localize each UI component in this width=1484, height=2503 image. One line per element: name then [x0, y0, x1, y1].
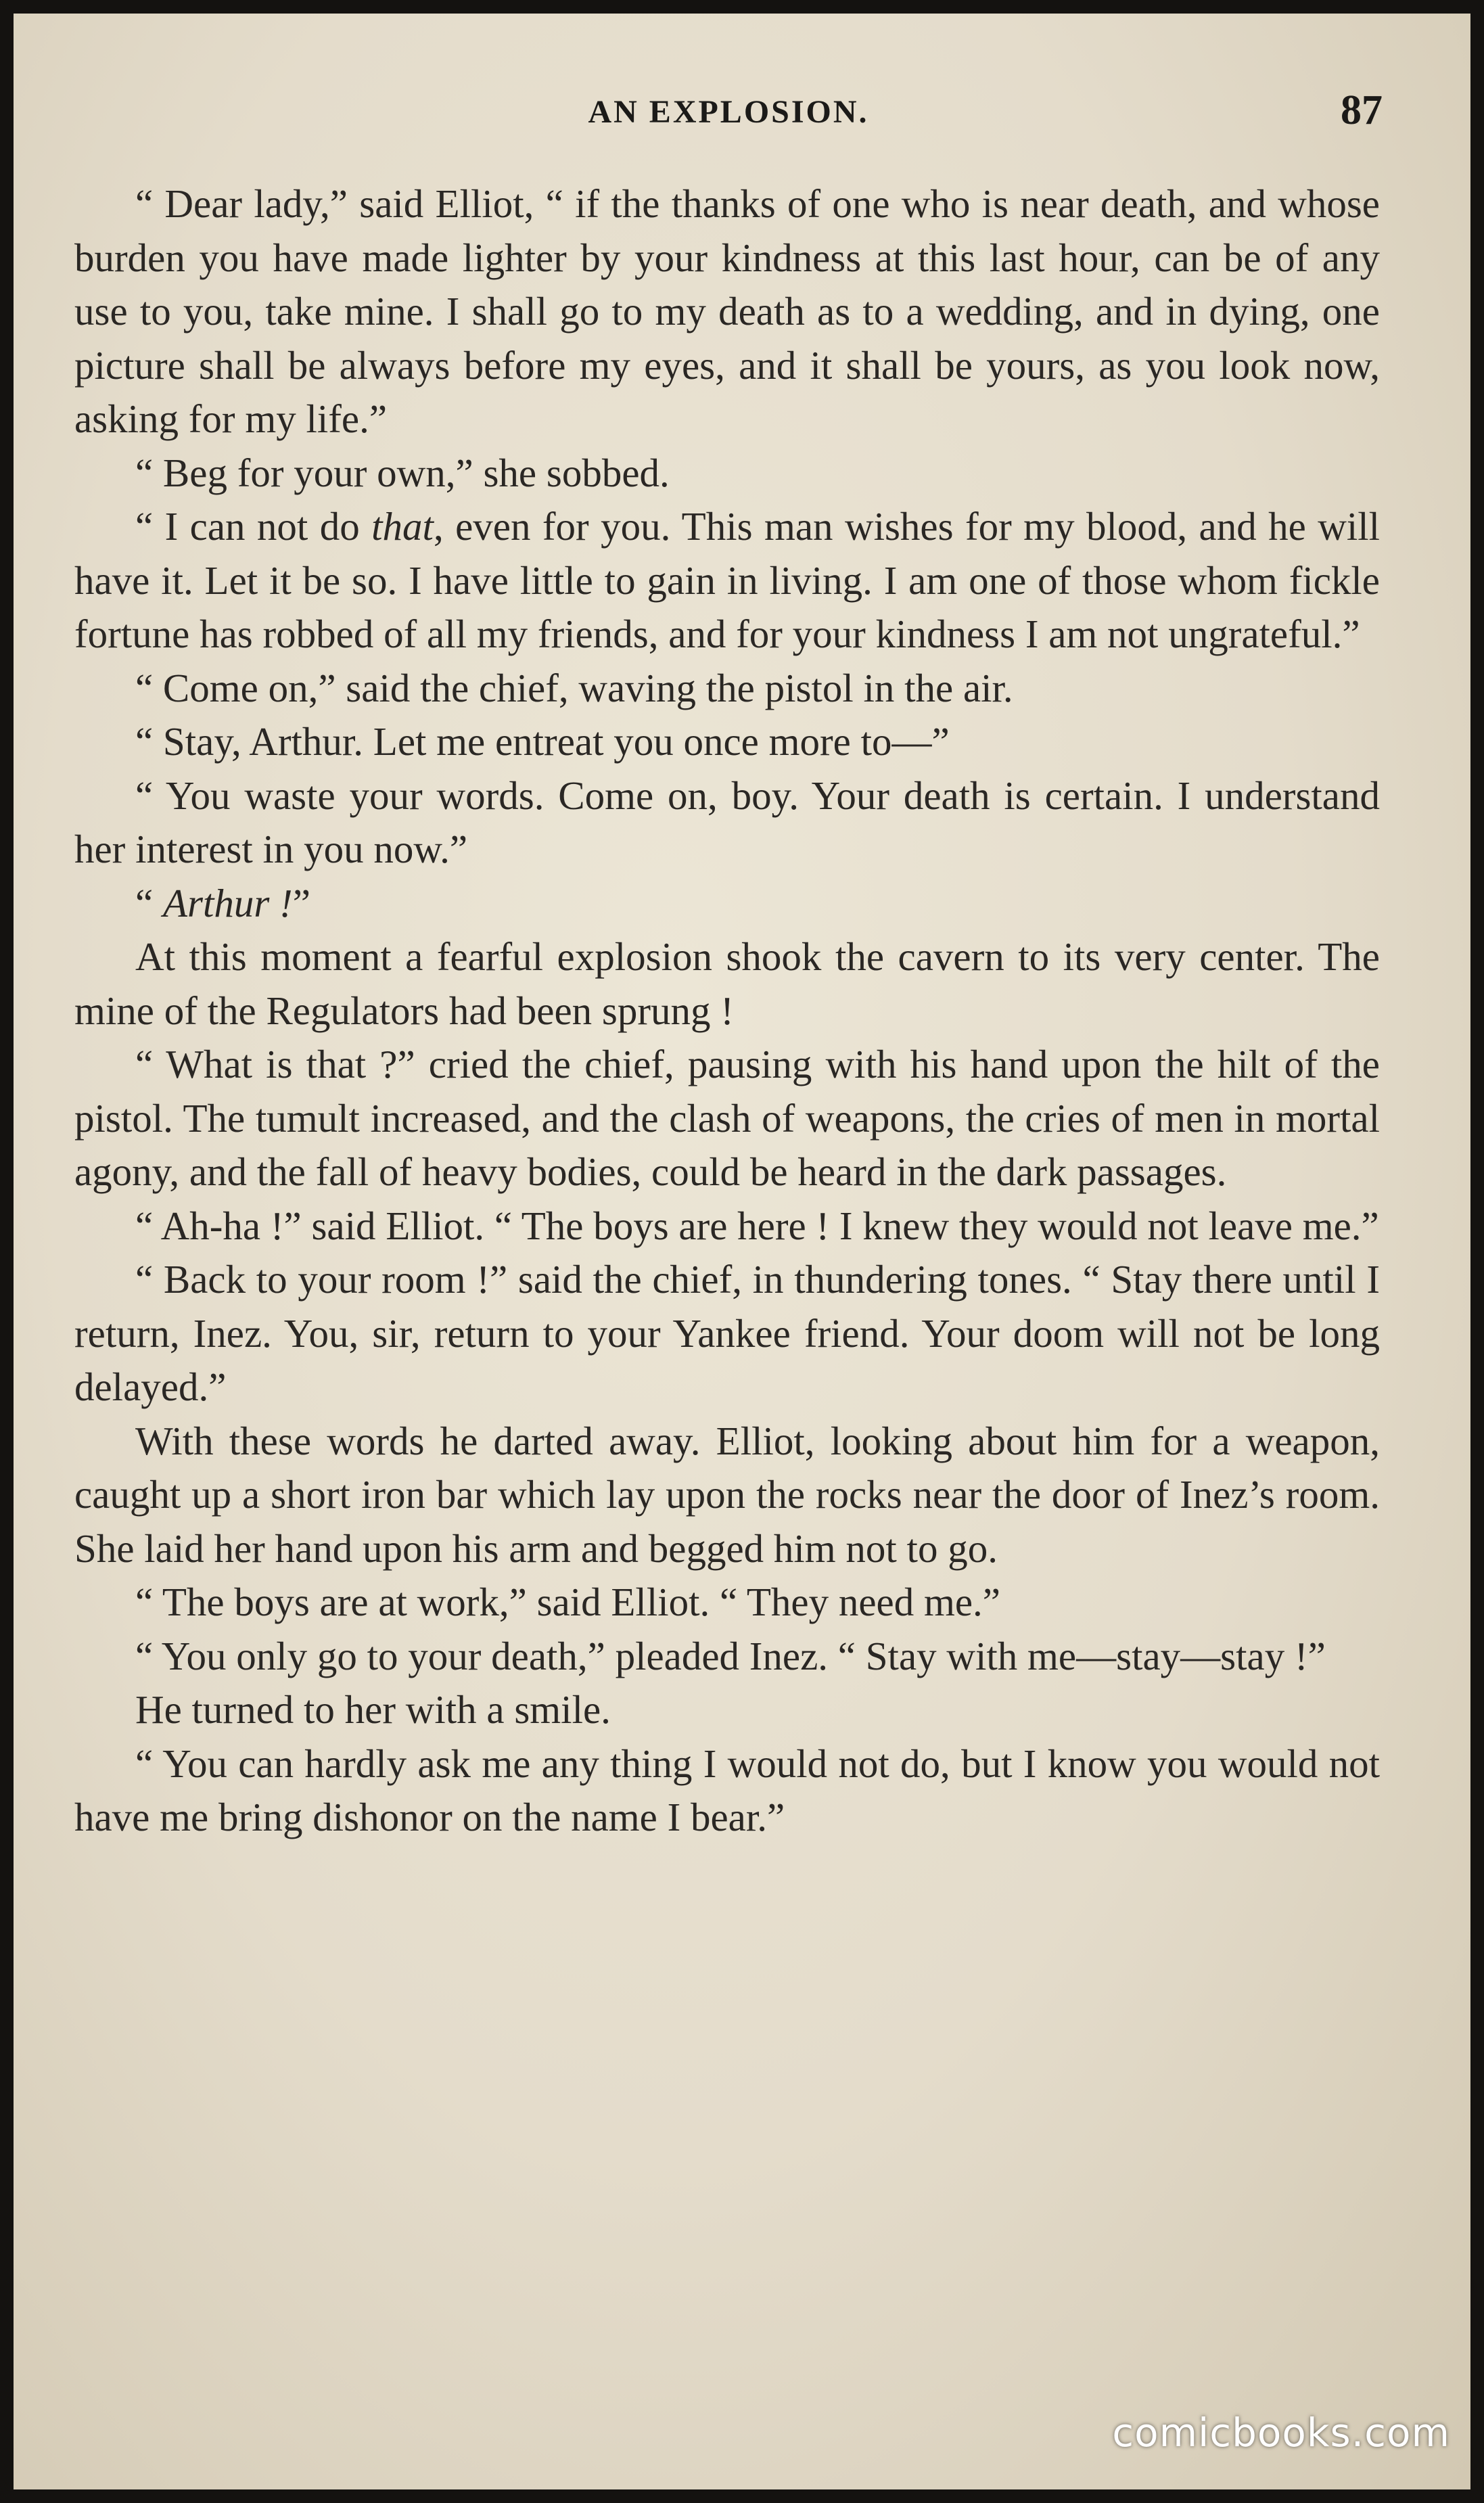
paragraph: “ You only go to your death,” pleaded Inez. “ Stay with me—stay—stay !” [135, 1633, 1326, 1678]
paragraph: “ Dear lady,” said Elliot, “ if the thanks of one who is near death, and whose burden you have made lighter by your kindness at this last hour, can be of any use to you, take mine. I shall go to my death as to a wedding, and in dying, one picture shall be always before my eyes, and it shall be yours, as you look now, asking for my life.” [74, 181, 1380, 441]
paragraph: “ Stay, Arthur. Let me entreat you once more to—” [135, 719, 950, 764]
paragraph: “ I can not do that, even for you. This man wishes for my blood, and he will have it. Let it be so. I have little to gain in living. I am one of those whom fickle fortune has robbed of all my friends, and for your kindness I am not ungrateful.” [74, 504, 1380, 656]
paragraph: “ What is that ?” cried the chief, pausing with his hand upon the hilt of the pistol. The tumult increased, and the clash of weapons, the cries of men in mortal agony, and the fall of heavy bodies, could be heard in the dark passages. [74, 1042, 1380, 1194]
paragraph: “ The boys are at work,” said Elliot. “ They need me.” [135, 1580, 1000, 1624]
body-text [74, 177, 1380, 1845]
book-page [14, 14, 1470, 2489]
italic-text: Arthur ! [162, 880, 293, 925]
paragraph: “ Back to your room !” said the chief, in thundering tones. “ Stay there until I return, Inez. You, sir, return to your Yankee friend. Your doom will not be long delayed.” [74, 1257, 1380, 1409]
paragraph: “ Ah-ha !” said Elliot. “ The boys are here ! I knew they would not leave me.” [135, 1203, 1379, 1248]
paragraph: “ Beg for your own,” she sobbed. [135, 450, 670, 495]
page-number: 87 [1341, 87, 1383, 133]
paragraph: “ You can hardly ask me any thing I would not do, but I know you would not have me bring dishonor on the name I bear.” [74, 1741, 1380, 1839]
paragraph: “ Arthur !” [135, 880, 310, 925]
paragraph: “ You waste your words. Come on, boy. Your death is certain. I understand her interest in you now.” [74, 773, 1380, 871]
watermark: comicbooks.com [1112, 2410, 1450, 2456]
paragraph: At this moment a fearful explosion shook the cavern to its very center. The mine of the Regulators had been sprung ! [74, 934, 1380, 1033]
paragraph: He turned to her with a smile. [135, 1687, 611, 1732]
italic-text: that [371, 504, 434, 549]
page-header [74, 87, 1383, 147]
paragraph: “ Come on,” said the chief, waving the pistol in the air. [135, 665, 1013, 710]
running-head: AN EXPLOSION. [588, 94, 869, 130]
paragraph: With these words he darted away. Elliot, looking about him for a weapon, caught up a short iron bar which lay upon the rocks near the door of Inez’s room. She laid her hand upon his arm and begged him not to go. [74, 1418, 1380, 1571]
